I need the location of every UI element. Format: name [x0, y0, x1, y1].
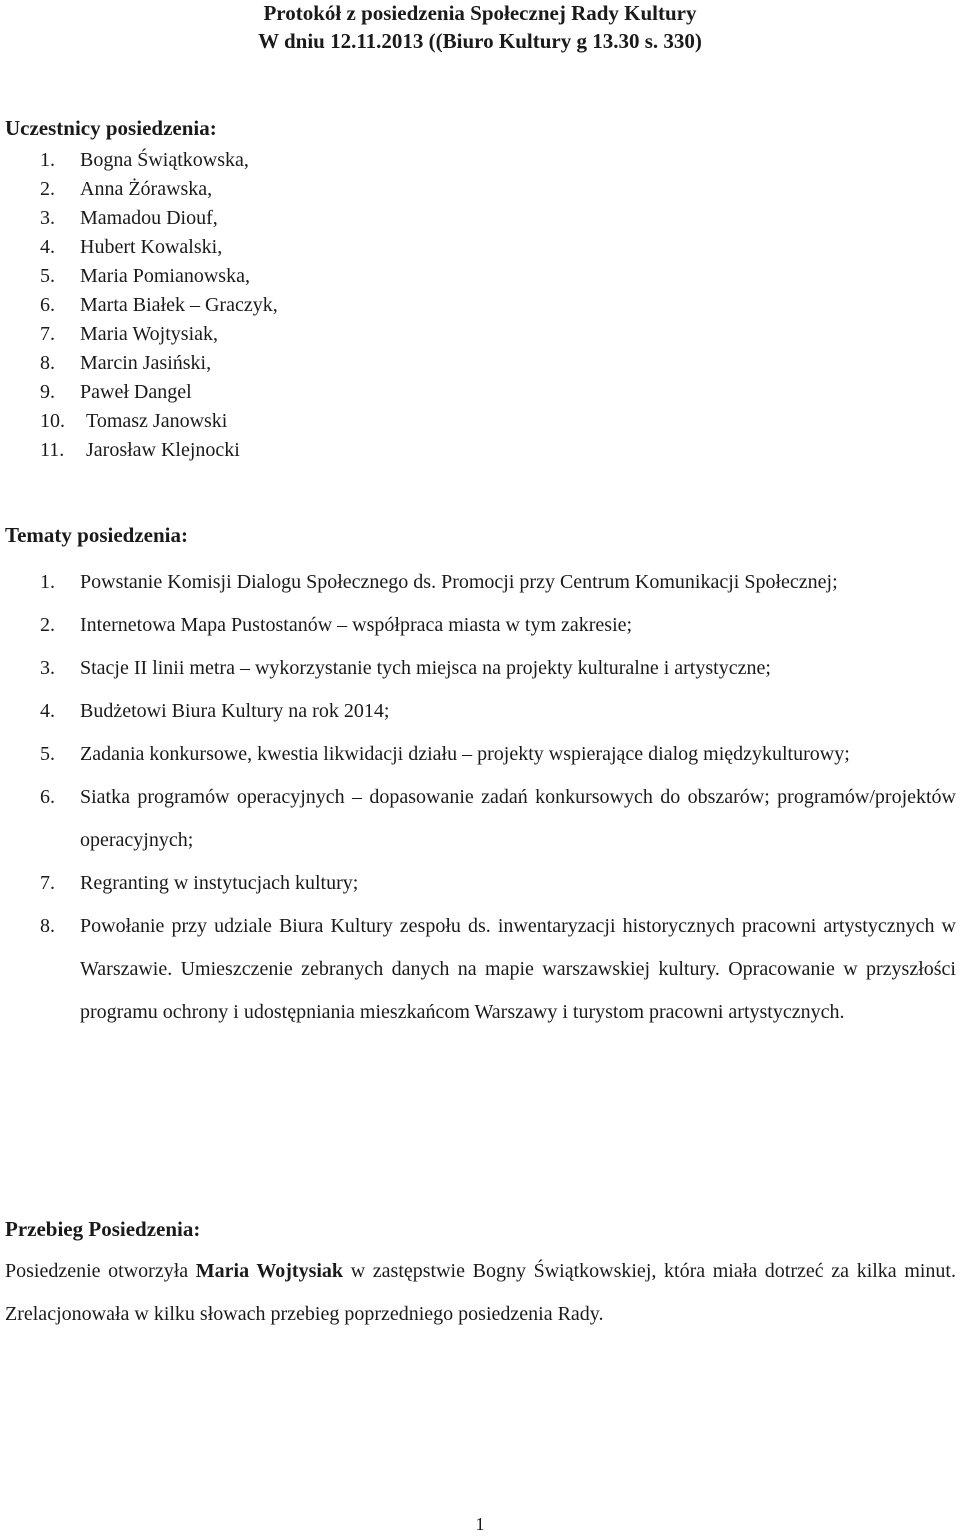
participant-name: Hubert Kowalski,: [80, 236, 223, 258]
list-item: [0, 690, 960, 733]
list-item-number: 7.: [40, 872, 55, 894]
list-item: [0, 604, 960, 647]
participant-name: Maria Wojtysiak,: [80, 323, 218, 345]
list-item: [0, 733, 960, 776]
list-item: [0, 905, 960, 1034]
list-item-number: 3.: [40, 207, 55, 229]
topics-heading: Tematy posiedzenia:: [5, 523, 188, 547]
topic-text: Zadania konkursowe, kwestia likwidacji działu – projekty wspierające dialog międzykulturowy;: [80, 743, 850, 765]
list-item-number: 4.: [40, 700, 55, 722]
list-item-number: 8.: [40, 352, 55, 374]
list-item: [0, 561, 960, 604]
list-item-number: 1.: [40, 149, 55, 171]
topic-text: Stacje II linii metra – wykorzystanie tych miejsca na projekty kulturalne i artystyczne;: [80, 657, 771, 679]
topics-list: [0, 561, 960, 1034]
proceedings-heading: Przebieg Posiedzenia:: [5, 1217, 201, 1241]
proceedings-text-rest: w zastępstwie Bogny Świątkowskiej, która miała dotrzeć za kilka minut. Zrelacjonowała w kilku słowach przebieg poprzedniego posiedzenia Rady.: [5, 1260, 956, 1325]
proceedings-text-start: Posiedzenie otworzyła: [5, 1260, 196, 1282]
topic-text: Regranting w instytucjach kultury;: [80, 872, 359, 894]
list-item-number: 2.: [40, 178, 55, 200]
participant-name: Mamadou Diouf,: [80, 207, 218, 229]
topic-text: Siatka programów operacyjnych – dopasowanie zadań konkursowych do obszarów; programów/projektów operacyjnych;: [80, 786, 956, 851]
topic-text: Internetowa Mapa Pustostanów – współpraca miasta w tym zakresie;: [80, 614, 633, 636]
list-item-number: 7.: [40, 323, 55, 345]
list-item: [0, 776, 960, 862]
list-item-number: 8.: [40, 915, 55, 937]
list-item-number: 6.: [40, 294, 55, 316]
list-item-number: 11.: [40, 439, 65, 461]
topic-text: Powstanie Komisji Dialogu Społecznego ds. Promocji przy Centrum Komunikacji Społecznej;: [80, 571, 838, 593]
list-item-number: 10.: [40, 410, 65, 432]
participant-name: Marta Białek – Graczyk,: [80, 294, 278, 316]
document-title-line-1: Protokół z posiedzenia Społecznej Rady Kultury: [263, 1, 697, 25]
list-item-number: 6.: [40, 786, 55, 808]
participant-name: Jarosław Klejnocki: [86, 439, 240, 461]
list-item: [0, 862, 960, 905]
chairperson-name: Maria Wojtysiak: [195, 1260, 344, 1282]
list-item-number: 3.: [40, 657, 55, 679]
participant-name: Marcin Jasiński,: [80, 352, 212, 374]
list-item-number: 5.: [40, 265, 55, 287]
participant-name: Anna Żórawska,: [80, 178, 213, 200]
topic-text: Budżetowi Biura Kultury na rok 2014;: [80, 700, 390, 722]
participant-name: Tomasz Janowski: [86, 410, 228, 432]
list-item: [0, 647, 960, 690]
topic-text: Powołanie przy udziale Biura Kultury zespołu ds. inwentaryzacji historycznych pracowni artystycznych w Warszawie. Umieszczenie zebranych danych na mapie warszawskiej kultury. Opracowanie w przyszłości programu ochrony i udostępniania mieszkańcom Warszawy i turystom pracowni artystycznych.: [80, 915, 956, 1023]
participant-name: Maria Pomianowska,: [80, 265, 250, 287]
list-item-number: 1.: [40, 571, 55, 593]
list-item-number: 2.: [40, 614, 55, 636]
list-item-number: 5.: [40, 743, 55, 765]
proceedings-paragraph: [5, 1250, 956, 1336]
participant-name: Bogna Świątkowska,: [80, 149, 249, 171]
page-number: 1: [475, 1514, 485, 1534]
list-item-number: 4.: [40, 236, 55, 258]
list-item-number: 9.: [40, 381, 55, 403]
document-title-line-2: W dniu 12.11.2013 ((Biuro Kultury g 13.30 s. 330): [258, 29, 702, 53]
participant-name: Paweł Dangel: [80, 381, 192, 403]
participants-heading: Uczestnicy posiedzenia:: [5, 116, 217, 140]
